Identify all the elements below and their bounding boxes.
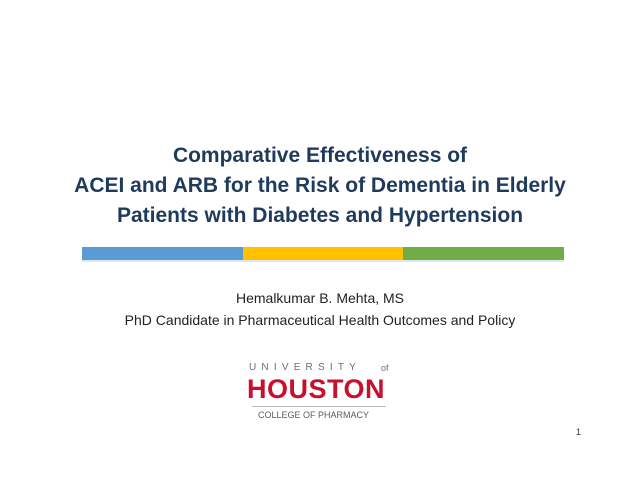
author-name: Hemalkumar B. Mehta, MS [235, 290, 405, 306]
logo-college-text: COLLEGE OF PHARMACY [258, 410, 370, 420]
logo-university-text: UNIVERSITY [249, 362, 362, 373]
accent-bar-shadow [82, 260, 564, 262]
title-line-2: ACEI and ARB for the Risk of Dementia in Elderly [74, 174, 566, 197]
logo-of-text: of [381, 363, 389, 373]
slide-title [0, 141, 640, 231]
page-number: 1 [576, 427, 582, 437]
accent-bar-blue [82, 247, 243, 260]
accent-color-bar [82, 247, 564, 260]
logo-houston-text: HOUSTON [247, 374, 386, 404]
accent-bar-green [403, 247, 564, 260]
logo-divider [252, 406, 386, 407]
author-affiliation: PhD Candidate in Pharmaceutical Health Outcomes and Policy [124, 312, 516, 328]
title-line-1: Comparative Effectiveness of [172, 144, 468, 167]
university-of-houston-logo [244, 362, 394, 428]
title-line-3: Patients with Diabetes and Hypertension [116, 204, 524, 227]
accent-bar-yellow [243, 247, 404, 260]
